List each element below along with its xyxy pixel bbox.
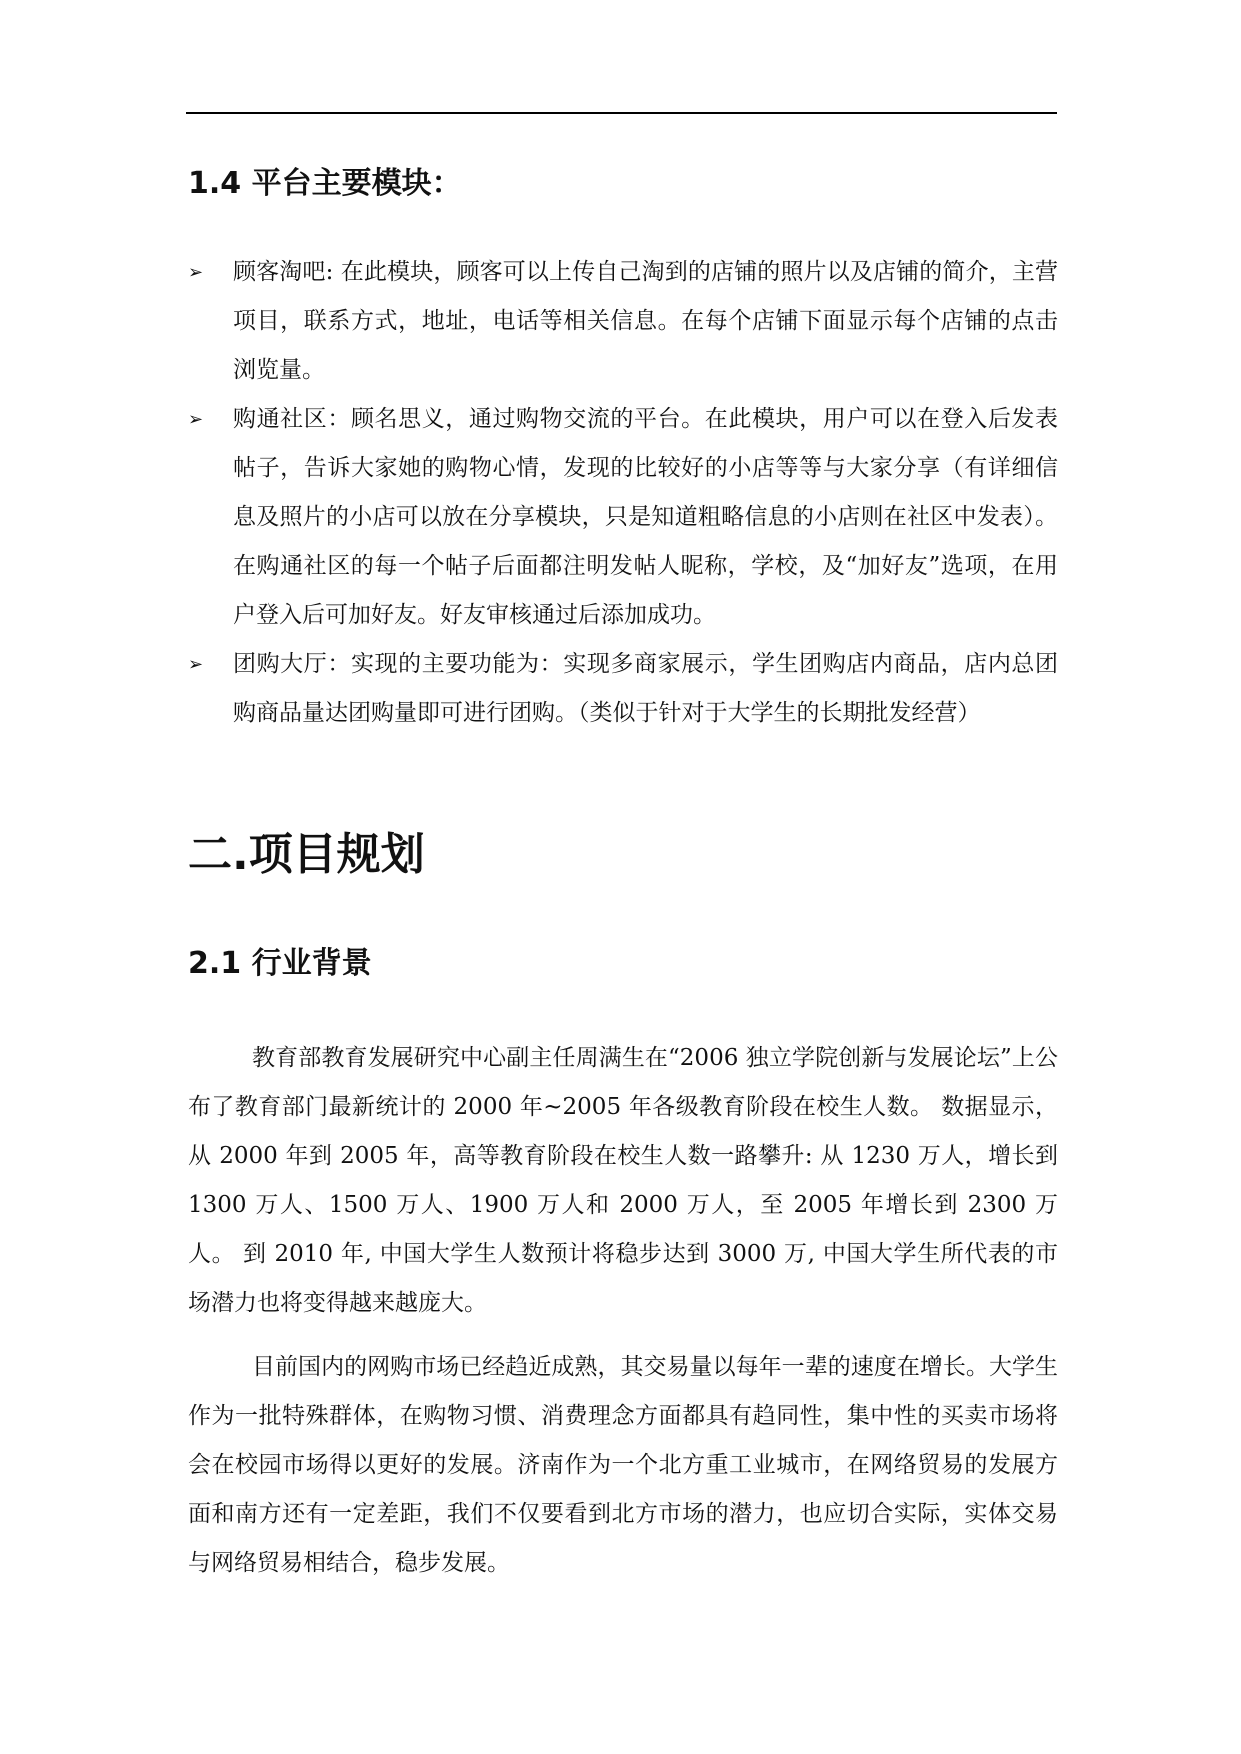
arrow-bullet-icon: ➢: [188, 262, 204, 283]
list-item: [188, 395, 1058, 640]
bullet-text: 顾客淘吧: 在此模块，顾客可以上传自己淘到的店铺的照片以及店铺的简介，主营项目，联系方式，地址，电话等相关信息。在每个店铺下面显示每个店铺的点击浏览量。: [233, 259, 1058, 383]
list-item: [188, 248, 1058, 395]
bullet-text: 购通社区：顾名思义，通过购物交流的平台。在此模块，用户可以在登入后发表帖子，告诉大家她的购物心情，发现的比较好的小店等等与大家分享（有详细信息及照片的小店可以放在分享模块，只是知道粗略信息的小店则在社区中发表）。在购通社区的每一个帖子后面都注明发帖人昵称，学校，及“加好友”选项，在用户登入后可加好友。好友审核通过后添加成功。: [233, 406, 1058, 628]
arrow-bullet-icon: ➢: [188, 409, 204, 430]
section-heading-1-4: 1.4 平台主要模块：: [188, 166, 462, 201]
paragraph-industry-stats: 教育部教育发展研究中心副主任周满生在“2006 独立学院创新与发展论坛”上公布了教育部门最新统计的 2000 年~2005 年各级教育阶段在校生人数。 数据显示，从 2000 年到 2005 年，高等教育阶段在校生人数一路攀升: 从 1230 万人，增长到 1300 万人、1500 万人、1900 万人和 2000 万人，至 2005 年增长到 2300 万人。 到 2010 年, 中国大学生人数预计将稳步达到 3000 万, 中国大学生所代表的市场潜力也将变得越来越庞大。: [188, 1045, 1058, 1316]
list-item: [188, 640, 1058, 738]
chapter-heading-2: 二.项目规划: [188, 829, 425, 880]
arrow-bullet-icon: ➢: [188, 654, 204, 675]
module-list: [188, 248, 1058, 738]
bullet-text: 团购大厅：实现的主要功能为：实现多商家展示，学生团购店内商品，店内总团购商品量达团购量即可进行团购。（类似于针对于大学生的长期批发经营）: [233, 651, 1058, 726]
section-heading-2-1: 2.1 行业背景: [188, 946, 372, 981]
header-rule: [186, 112, 1057, 114]
paragraph-market-outlook: 目前国内的网购市场已经趋近成熟，其交易量以每年一辈的速度在增长。大学生作为一批特殊群体，在购物习惯、消费理念方面都具有趋同性，集中性的买卖市场将会在校园市场得以更好的发展。济南作为一个北方重工业城市，在网络贸易的发展方面和南方还有一定差距，我们不仅要看到北方市场的潜力，也应切合实际，实体交易与网络贸易相结合，稳步发展。: [188, 1354, 1058, 1576]
